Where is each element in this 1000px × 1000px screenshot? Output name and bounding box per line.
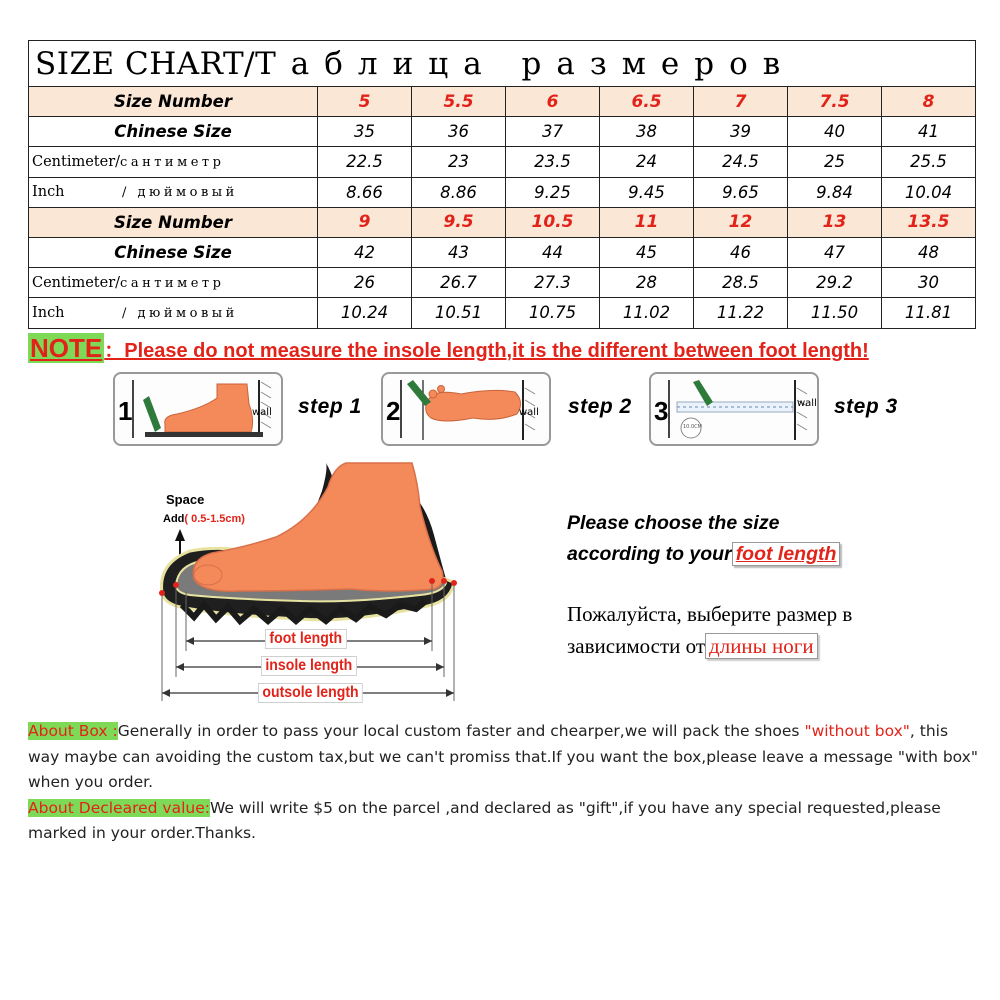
chinese-size-cell: 39 [694, 117, 788, 147]
inch-cell: 9.25 [506, 177, 600, 207]
choose-ru-line1: Пожалуйста, выберите размер в [567, 602, 853, 626]
inch-label [29, 298, 318, 328]
chinese-size-row [29, 117, 976, 147]
chinese-size-cell: 43 [412, 237, 506, 267]
size-number-row [29, 207, 976, 237]
centimeter-cell: 24.5 [694, 147, 788, 177]
centimeter-label-ru: сантиметр [120, 275, 225, 291]
step-3-illustration [649, 372, 819, 446]
inch-row [29, 298, 976, 328]
size-number-cell: 8 [882, 87, 976, 117]
choose-en-line1: Please choose the size [567, 512, 780, 534]
choose-en-line2: according to your [567, 543, 732, 565]
centimeter-cell: 24 [600, 147, 694, 177]
size-number-cell: 9.5 [412, 207, 506, 237]
size-chart-title [29, 41, 976, 87]
size-number-cell: 5 [318, 87, 412, 117]
declared-value-paragraph [28, 796, 978, 847]
step-2-number: 2 [386, 396, 401, 426]
about-box-text1: Generally in order to pass your local custom faster and chearper,we will pack the shoes [117, 722, 805, 740]
inch-label-ru: / дюймовый [122, 305, 238, 321]
inch-label-en: Inch [32, 304, 65, 321]
centimeter-label [29, 268, 318, 298]
declared-value-text: We will write $5 on the parcel ,and declared as "gift",if you have any special requested,please marked in your order.Thanks. [28, 798, 941, 842]
inch-cell: 8.86 [412, 177, 506, 207]
centimeter-cell: 30 [882, 268, 976, 298]
step-3-wall-label: wall [797, 398, 817, 409]
size-number-label: Size Number [29, 87, 318, 117]
size-number-cell: 9 [318, 207, 412, 237]
chinese-size-cell: 36 [412, 117, 506, 147]
step-3-label: step 3 [834, 395, 898, 418]
title-en: SIZE CHART/ [35, 45, 256, 82]
add-range: ( 0.5-1.5cm) [184, 513, 245, 525]
choose-size-english [567, 508, 840, 570]
about-box-text2: , this way maybe can avoiding the custom tax,but we can't promiss that.If you want the box,please leave a message "with box" when you order. [28, 722, 978, 791]
inch-cell: 10.24 [318, 298, 412, 328]
chinese-size-cell: 42 [318, 237, 412, 267]
foot-length-label: foot length [265, 629, 347, 649]
size-number-cell: 6 [506, 87, 600, 117]
step-3-number: 3 [654, 396, 669, 426]
size-number-label: Size Number [29, 207, 318, 237]
chinese-size-label: Chinese Size [29, 237, 318, 267]
step-1-wall-label: wall [252, 407, 272, 418]
centimeter-cell: 23.5 [506, 147, 600, 177]
centimeter-row [29, 268, 976, 298]
chinese-size-cell: 35 [318, 117, 412, 147]
chinese-size-cell: 41 [882, 117, 976, 147]
chinese-size-cell: 47 [788, 237, 882, 267]
inch-cell: 11.22 [694, 298, 788, 328]
centimeter-cell: 28 [600, 268, 694, 298]
step-3-ruler-label: 10.0CM [683, 424, 702, 430]
add-space-label [163, 513, 245, 525]
centimeter-label [29, 147, 318, 177]
centimeter-cell: 29.2 [788, 268, 882, 298]
add-word: Add [163, 513, 185, 525]
chinese-size-row [29, 237, 976, 267]
step-2-wall-label: wall [519, 407, 539, 418]
centimeter-cell: 23 [412, 147, 506, 177]
chinese-size-label: Chinese Size [29, 117, 318, 147]
size-number-cell: 6.5 [600, 87, 694, 117]
centimeter-cell: 22.5 [318, 147, 412, 177]
inch-label [29, 177, 318, 207]
centimeter-cell: 25.5 [882, 147, 976, 177]
size-number-cell: 12 [694, 207, 788, 237]
step-2-label: step 2 [568, 395, 632, 418]
chinese-size-cell: 46 [694, 237, 788, 267]
declared-value-label: About Decleared value: [28, 798, 210, 817]
size-number-cell: 7 [694, 87, 788, 117]
step-2-illustration [381, 372, 551, 446]
centimeter-label-ru: сантиметр [120, 154, 225, 170]
size-number-cell: 5.5 [412, 87, 506, 117]
chinese-size-cell: 44 [506, 237, 600, 267]
inch-cell: 9.84 [788, 177, 882, 207]
space-label: Space [166, 492, 205, 507]
chinese-size-cell: 37 [506, 117, 600, 147]
inch-cell: 10.51 [412, 298, 506, 328]
inch-cell: 11.02 [600, 298, 694, 328]
centimeter-cell: 27.3 [506, 268, 600, 298]
inch-label-en: Inch [32, 184, 65, 201]
chinese-size-cell: 45 [600, 237, 694, 267]
size-number-cell: 13 [788, 207, 882, 237]
without-box-quote: "without box" [804, 722, 910, 740]
centimeter-cell: 26.7 [412, 268, 506, 298]
insole-length-label: insole length [261, 656, 357, 676]
title-ru: Таблица размеров [255, 45, 796, 82]
centimeter-cell: 26 [318, 268, 412, 298]
centimeter-cell: 25 [788, 147, 882, 177]
inch-row [29, 177, 976, 207]
outsole-length-label: outsole length [258, 683, 363, 703]
centimeter-row [29, 147, 976, 177]
about-box-paragraph [28, 719, 978, 796]
inch-cell: 11.50 [788, 298, 882, 328]
about-box-label: About Box : [28, 722, 118, 740]
inch-cell: 8.66 [318, 177, 412, 207]
inch-label-ru: / дюймовый [122, 185, 238, 201]
centimeter-label-en: Centimeter/ [32, 274, 121, 291]
choose-size-russian [567, 598, 852, 662]
size-number-cell: 10.5 [506, 207, 600, 237]
chinese-size-cell: 48 [882, 237, 976, 267]
step-3-ruler-icon [671, 380, 816, 442]
note-text: ：Please do not measure the insole length,it is the different between foot length! [104, 340, 869, 362]
foot-length-ru-highlight: длины ноги [705, 633, 818, 659]
note-label: NOTE [30, 333, 103, 363]
inch-cell: 10.04 [882, 177, 976, 207]
inch-cell: 9.65 [694, 177, 788, 207]
choose-ru-line2: зависимости от [567, 634, 706, 658]
size-chart-table [28, 40, 976, 329]
foot-length-highlight: foot length [732, 542, 841, 566]
step-1-label: step 1 [298, 395, 362, 418]
inch-cell: 10.75 [506, 298, 600, 328]
step-1-illustration [113, 372, 283, 446]
centimeter-label-en: Centimeter/ [32, 153, 121, 170]
shipping-info [28, 719, 978, 847]
centimeter-cell: 28.5 [694, 268, 788, 298]
inch-cell: 9.45 [600, 177, 694, 207]
size-number-row [29, 87, 976, 117]
size-number-cell: 13.5 [882, 207, 976, 237]
size-number-cell: 7.5 [788, 87, 882, 117]
inch-cell: 11.81 [882, 298, 976, 328]
step-1-number: 1 [118, 396, 133, 426]
size-number-cell: 11 [600, 207, 694, 237]
chinese-size-cell: 40 [788, 117, 882, 147]
chinese-size-cell: 38 [600, 117, 694, 147]
measurement-note [28, 333, 869, 364]
